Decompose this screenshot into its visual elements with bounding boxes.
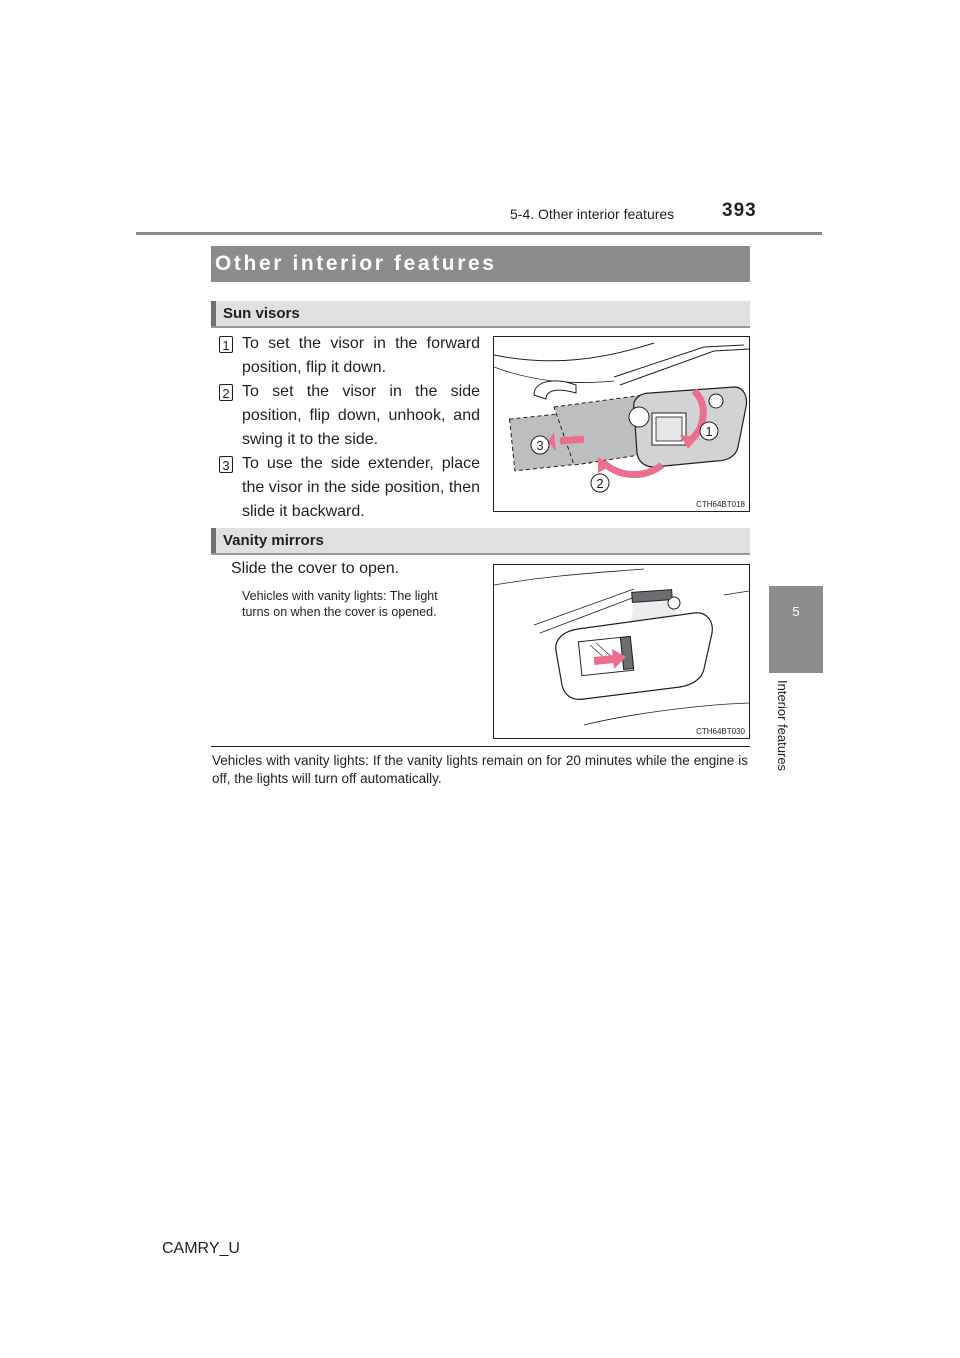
step-3-text: To use the side extender, place the visor in the side position, then slide it backward. — [242, 455, 480, 520]
note-rule — [211, 746, 750, 747]
vanity-mirrors-subtext: Vehicles with vanity lights: The light turns on when the cover is opened. — [242, 589, 438, 619]
note-text: Vehicles with vanity lights: If the vanity lights remain on for 20 minutes while the engine is off, the lights will turn off automatically. — [212, 753, 748, 786]
step-1-text: To set the visor in the forward position, flip it down. — [242, 335, 480, 376]
section-title-bar — [211, 246, 750, 282]
vanity-mirrors-text: Slide the cover to open. — [231, 560, 400, 577]
callout-3: 3 — [536, 438, 544, 453]
sun-visor-illustration — [494, 337, 749, 511]
sun-visor-figure — [493, 336, 750, 512]
vanity-mirrors-heading: Vanity mirrors — [223, 532, 324, 549]
step-3-number: 3 — [219, 456, 233, 473]
footer-model: CAMRY_U — [162, 1240, 240, 1257]
sun-visor-figure-code: CTH64BT018 — [696, 500, 745, 509]
vanity-mirror-illustration — [494, 565, 749, 738]
section-title: Other interior features — [215, 252, 497, 275]
vanity-mirrors-heading-bar — [211, 528, 750, 555]
vanity-mirror-figure-code: CTH64BT030 — [696, 727, 745, 736]
step-2-number: 2 — [219, 384, 233, 401]
chapter-title: Interior features — [775, 680, 790, 772]
running-header-section: 5-4. Other interior features — [510, 206, 675, 222]
sun-visors-heading-bar — [211, 301, 750, 328]
step-2-text: To set the visor in the side position, flip down, unhook, and swing it to the side. — [242, 383, 480, 448]
callout-1: 1 — [705, 424, 713, 439]
sun-visors-heading: Sun visors — [223, 305, 300, 322]
vanity-mirror-figure — [493, 564, 750, 739]
step-1-number: 1 — [219, 336, 233, 353]
chapter-tab — [769, 586, 823, 673]
callout-2: 2 — [596, 476, 604, 491]
chapter-number: 5 — [792, 604, 800, 619]
header-rule — [136, 232, 822, 235]
page-number: 393 — [722, 200, 757, 221]
